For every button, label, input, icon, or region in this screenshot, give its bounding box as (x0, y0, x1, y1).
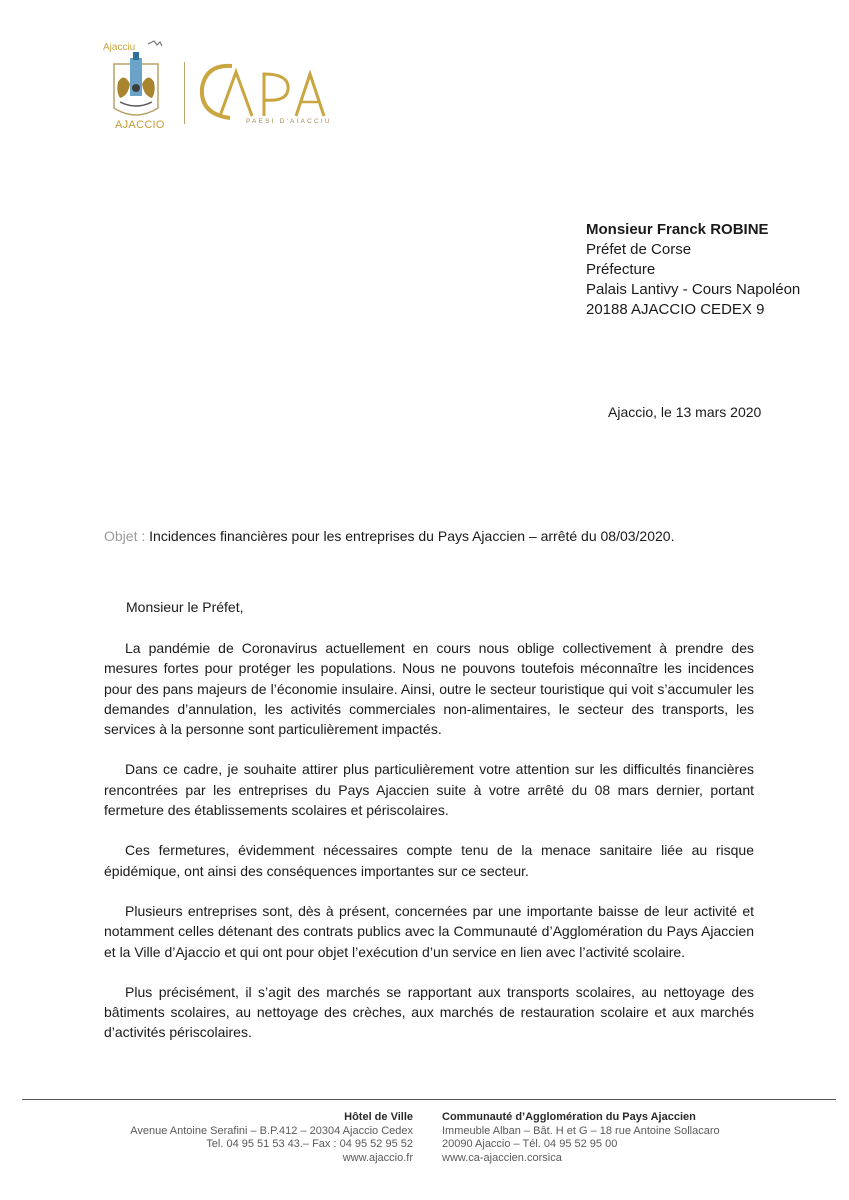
footer-agglomeration-phone: 20090 Ajaccio – Tél. 04 95 52 95 00 (442, 1138, 618, 1151)
recipient-office: Préfecture (586, 261, 656, 278)
recipient-name: Monsieur Franck ROBINE (586, 221, 769, 238)
footer-city-hall-title: Hôtel de Ville (344, 1111, 413, 1123)
body-paragraph: Plus précisément, il s’agit des marchés se rapportant aux transports scolaires, au nettoyage des bâtiments scolaires, au nettoyage des crèches, aux marchés de restauration scolaire et aux marchés d’activités périscolaires. (104, 983, 754, 1041)
body-paragraph: Ces fermetures, évidemment nécessaires compte tenu de la menace sanitaire liée au risque épidémique, ont ainsi des conséquences importantes sur ce secteur. (104, 842, 754, 879)
date-line: Ajaccio, le 13 mars 2020 (608, 404, 762, 420)
footer-agglomeration (442, 1111, 720, 1166)
body-paragraph: Plusieurs entreprises sont, dès à présent, concernées par une importante baisse de leur activité et notamment celles détenant des contrats publics avec la Communauté d’Agglomération du Pays Ajaccien et la Ville d’Ajaccio et qui ont pour objet l’exécution d’un service en lien avec l’activité scolaire. (104, 902, 754, 960)
salutation: Monsieur le Préfet, (126, 599, 244, 615)
letterhead-logos (100, 38, 340, 138)
footer-agglomeration-title: Communauté d’Agglomération du Pays Ajaccien (442, 1111, 696, 1123)
footer-city-hall-phone: Tel. 04 95 51 53 43.– Fax : 04 95 52 95 52 (206, 1138, 413, 1151)
footer-agglomeration-address: Immeuble Alban – Bât. H et G – 18 rue Antoine Sollacaro (442, 1124, 720, 1137)
body-paragraph: La pandémie de Coronavirus actuellement en cours nous oblige collectivement à prendre des mesures fortes pour protéger les populations. Nous ne pouvons toutefois méconnaître les incidences pour des pans majeurs de l’économie insulaire. Ainsi, outre le secteur touristique qui voit s’accumuler les demandes d’annulation, les activités commerciales non-alimentaires, le secteur des transports, les services à la personne sont particulièrement impactés. (104, 640, 754, 738)
subject-text: Incidences financières pour les entreprises du Pays Ajaccien – arrêté du 08/03/2020. (149, 528, 675, 544)
footer-city-hall-address: Avenue Antoine Serafini – B.P.412 – 20304 Ajaccio Cedex (130, 1124, 413, 1137)
logo-divider (184, 62, 185, 124)
footer-city-hall-website: www.ajaccio.fr (342, 1152, 413, 1165)
body-paragraph: Dans ce cadre, je souhaite attirer plus particulièrement votre attention sur les difficultés financières rencontrées par les entreprises du Pays Ajaccien suite à votre arrêté du 08 mars dernier, portant fermeture des établissements scolaires et périscolaires. (104, 761, 754, 819)
capa-logo-subtitle: PAESI D'AIACCIU (246, 118, 332, 125)
recipient-street: Palais Lantivy - Cours Napoléon (586, 281, 801, 298)
ajaccio-logo-top-text: Ajacciu (103, 42, 136, 53)
ajaccio-coat-of-arms-logo (100, 38, 172, 133)
ajaccio-logo-bottom-text: AJACCIO (115, 119, 165, 131)
subject-line (104, 528, 674, 544)
recipient-city: 20188 AJACCIO CEDEX 9 (586, 301, 765, 318)
recipient-address (586, 220, 800, 320)
letter-body (104, 638, 754, 1063)
recipient-title: Préfet de Corse (586, 241, 692, 258)
subject-label: Objet : (104, 528, 146, 544)
footer-city-hall (130, 1111, 413, 1166)
footer-agglomeration-website: www.ca-ajaccien.corsica (442, 1152, 562, 1165)
footer-divider (22, 1099, 836, 1100)
